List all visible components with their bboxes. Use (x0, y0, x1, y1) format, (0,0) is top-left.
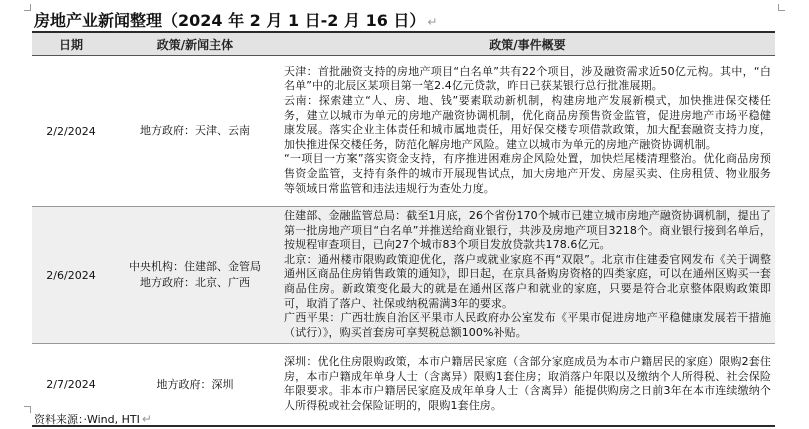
summary-paragraph: “一项目一方案”落实资金支持，有序推进困难房企风险处置，加快烂尾楼清理整治。优化商品房预售资金监管，支持有条件的城市开展现售试点，加大房地产开发、房屋买卖、住房租赁、物业服务等领域日常监管和违法违规行为查处力度。 (284, 152, 771, 195)
document-title (34, 8, 437, 31)
paragraph-mark: ↵ (141, 412, 152, 426)
title-text: 房地产业新闻整理（2024 年 2 月 1 日-2 月 16 日） (34, 11, 426, 30)
summary-paragraph: 天津：首批融资支持的房地产项目“白名单”共有22个项目，涉及融资需求近50亿元构。其中，“白名单”中的北辰区某项目第一笔2.4亿元贷款，昨日已获某银行总行批准展期。 (284, 64, 771, 93)
row-entity: 地方政府：天津、云南 (110, 56, 280, 207)
margin-corner-top-right (778, 4, 785, 11)
table-row (32, 207, 775, 344)
row-date: 2/7/2024 (32, 344, 110, 426)
news-table (32, 31, 775, 427)
summary-paragraph: 深圳：优化住房限购政策，本市户籍居民家庭（含部分家庭成员为本市户籍居民的家庭）限购2套住房，本市户籍成年单身人士（含离异）限购1套住房；取消落户年限以及缴纳个人所得税、社会保险年限要求。非本市户籍居民家庭及成年单身人士（含离异）能提供购房之日前3年在本市连续缴纳个人所得税或社会保险证明的，限购1套住房。 (284, 354, 771, 412)
row-date: 2/6/2024 (32, 207, 110, 344)
row-entity (110, 207, 280, 344)
paragraph-mark: ↵ (427, 15, 438, 29)
summary-paragraph: 云南：探索建立“人、房、地、钱”要素联动新机制，构建房地产发展新模式，加快推进保交楼任务，建立以城市为单元的房地产融资协调机制，优化商品房预售资金监管，促进房地产市场平稳健康发展。落实企业主体责任和城市属地责任，用好保交楼专项借款政策，加大配套融资支持力度，加快推进保交楼任务，防范化解房地产风险。建立以城市为单元的房地产融资协调机制。 (284, 94, 771, 151)
entity-line: 中央机构：住建部、金管局 (129, 260, 261, 274)
margin-corner-bottom-left (24, 406, 31, 413)
header-entity: 政策/新闻主体 (110, 32, 280, 56)
header-date: 日期 (32, 32, 110, 56)
row-entity: 地方政府：深圳 (110, 344, 280, 426)
summary-paragraph: 北京：通州楼市限购政策迎优化，落户或就业家庭不再“双限”。北京市住建委官网发布《关于调整通州区商品住房销售政策的通知》，即日起，在京具备购房资格的四类家庭，可以在通州区购买一套商品住房。新政策变化最大的就是在通州区落户和就业的家庭，只要是符合北京整体限购政策即可，取消了落户、社保或纳税需满3年的要求。 (284, 252, 771, 310)
header-summary: 政策/事件概要 (280, 32, 775, 56)
source-text: 资料来源：·Wind, HTI (34, 413, 140, 426)
row-summary (280, 56, 775, 207)
entity-line: 地方政府：北京、广西 (140, 276, 250, 290)
table-row (32, 56, 775, 207)
summary-paragraph: 住建部、金融监管总局：截至1月底，26个省份170个城市已建立城市房地产融资协调机制，提出了第一批房地产项目“白名单”并推送给商业银行，共涉及房地产项目3218个。商业银行接到名单后，按规程审查项目，已向27个城市83个项目发放贷款共178.6亿元。 (284, 209, 771, 252)
row-summary (280, 344, 775, 426)
summary-paragraph: 广西平果：广西壮族自治区平果市人民政府办公室发布《平果市促进房地产平稳健康发展若干措施（试行）》，购买首套房可享契税总额100%补贴。 (284, 311, 771, 339)
table-header-row (32, 32, 775, 56)
row-date: 2/2/2024 (32, 56, 110, 207)
source-note (34, 411, 152, 427)
margin-corner-top-left (24, 4, 31, 11)
row-summary (280, 207, 775, 344)
